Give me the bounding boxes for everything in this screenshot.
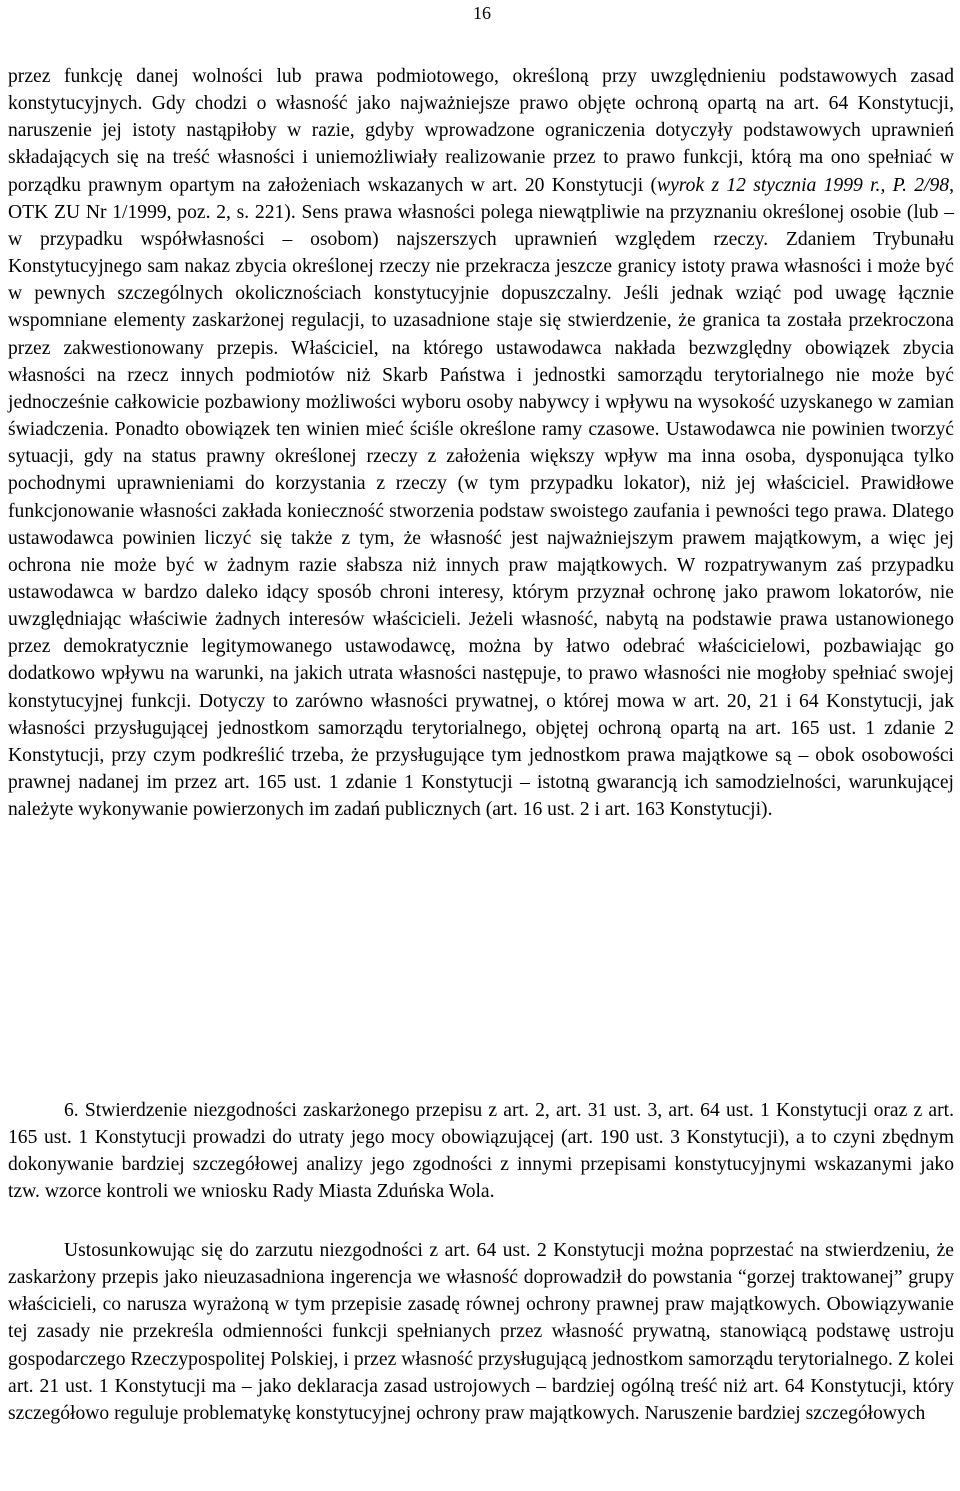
page-number: 16 (473, 3, 491, 23)
paragraph-1 (8, 63, 954, 823)
paragraph-1-text-b: , OTK ZU Nr 1/1999, poz. 2, s. 221). Sens prawa własności polega niewątpliwie na przyznaniu określonej osobie (lub – w przypadku współwłasności – osobom) najszerszych uprawnień względem rzeczy. Zdaniem Trybunału Konstytucyjnego sam nakaz zbycia określonej rzeczy nie przekracza jeszcze granicy istoty prawa własności i może być w pewnych szczególnych okolicznościach konstytucyjnie dopuszczalny. Jeśli jednak wziąć pod uwagę łącznie wspomniane elementy zaskarżonej regulacji, to uzasadnione staje się stwierdzenie, że granica ta została przekroczona przez zakwestionowany przepis. Właściciel, na którego ustawodawca nakłada bezwzględny obowiązek zbycia własności na rzecz innych podmiotów niż Skarb Państwa i jednostki samorządu terytorialnego nie może być jednocześnie całkowicie pozbawiony możliwości wyboru osoby nabywcy i wpływu na wysokość uzyskanego w zamian świadczenia. Ponadto obowiązek ten winien mieć ściśle określone ramy czasowe. Ustawodawca nie powinien tworzyć sytuacji, gdy na status prawny określonej rzeczy z założenia większy wpływ ma inna osoba, dysponująca tylko pochodnymi uprawnieniami do korzystania z rzeczy (w tym przypadku lokator), niż jej właściciel. Prawidłowe funkcjonowanie własności zakłada konieczność stworzenia podstaw swoistego zaufania i pewności tego prawa. Dlatego ustawodawca powinien liczyć się także z tym, że własność jest najważniejszym prawem majątkowym, a więc jej ochrona nie może być w żadnym razie słabsza niż innych praw majątkowych. W rozpatrywanym zaś przypadku ustawodawca w bardzo daleko idący sposób chroni interesy, którym przyznał ochronę jako prawom lokatorów, nie uwzględniając właściwie żadnych interesów właścicieli. Jeżeli własność, nabytą na podstawie prawa ustanowionego przez demokratycznie legitymowanego ustawodawcę, można by łatwo odebrać właścicielowi, pozbawiając go dodatkowo wpływu na warunki, na jakich utrata własności następuje, to prawo własności nie mogłoby spełniać swojej konstytucyjnej funkcji. Dotyczy to zarówno własności prywatnej, o której mowa w art. 20, 21 i 64 Konstytucji, jak własności przysługującej jednostkom samorządu terytorialnego, objętej ochroną opartą na art. 165 ust. 1 zdanie 2 Konstytucji, przy czym podkreślić trzeba, że przysługujące tym jednostkom prawa majątkowe są – obok osobowości prawnej nadanej im przez art. 165 ust. 1 zdanie 1 Konstytucji – istotną gwarancją ich samodzielności, warunkującej należyte wykonywanie powierzonych im zadań publicznych (art. 16 ust. 2 i art. 163 Konstytucji). (8, 174, 954, 821)
paragraph-1-text-a: przez funkcję danej wolności lub prawa podmiotowego, określoną przy uwzględnieniu podstawowych zasad konstytucyjnych. Gdy chodzi o własność jako najważniejsze prawo objęte ochroną opartą na art. 64 Konstytucji, naruszenie jej istoty nastąpiłoby w razie, gdyby wprowadzone ograniczenia dotyczyły podstawowych uprawnień składających się na treść własności i uniemożliwiały realizowanie przez to prawo funkcji, którą ma ono spełniać w porządku prawnym opartym na założeniach wskazanych w art. 20 Konstytucji ( (8, 66, 954, 196)
paragraph-2 (8, 1097, 954, 1206)
paragraph-3 (8, 1237, 954, 1427)
paragraph-1-citation-italic: wyrok z 12 stycznia 1999 r., P. 2/98 (657, 174, 950, 196)
paragraph-2-text: 6. Stwierdzenie niezgodności zaskarżonego przepisu z art. 2, art. 31 ust. 3, art. 64 ust. 1 Konstytucji oraz z art. 165 ust. 1 Konstytucji prowadzi do utraty jego mocy obowiązującej (art. 190 ust. 3 Konstytucji), a to czyni zbędnym dokonywanie bardziej szczegółowej analizy jego zgodności z innymi przepisami konstytucyjnymi wskazanymi jako tzw. wzorce kontroli we wniosku Rady Miasta Zduńska Wola. (8, 1100, 954, 1203)
paragraph-3-text: Ustosunkowując się do zarzutu niezgodności z art. 64 ust. 2 Konstytucji można poprzestać na stwierdzeniu, że zaskarżony przepis jako nieuzasadniona ingerencja we własność doprowadził do powstania “gorzej traktowanej” grupy właścicieli, co narusza wyrażoną w tym przepisie zasadę równej ochrony prawnej praw majątkowych. Obowiązywanie tej zasady nie przekreśla odmienności funkcji spełnianych przez własność prywatną, stanowiącą podstawę ustroju gospodarczego Rzeczypospolitej Polskiej, i przez własność przysługującą jednostkom samorządu terytorialnego. Z kolei art. 21 ust. 1 Konstytucji ma – jako deklaracja zasad ustrojowych – bardziej ogólną treść niż art. 64 Konstytucji, który szczegółowo reguluje problematykę konstytucyjnej ochrony praw majątkowych. Naruszenie bardziej szczegółowych (8, 1240, 954, 1424)
